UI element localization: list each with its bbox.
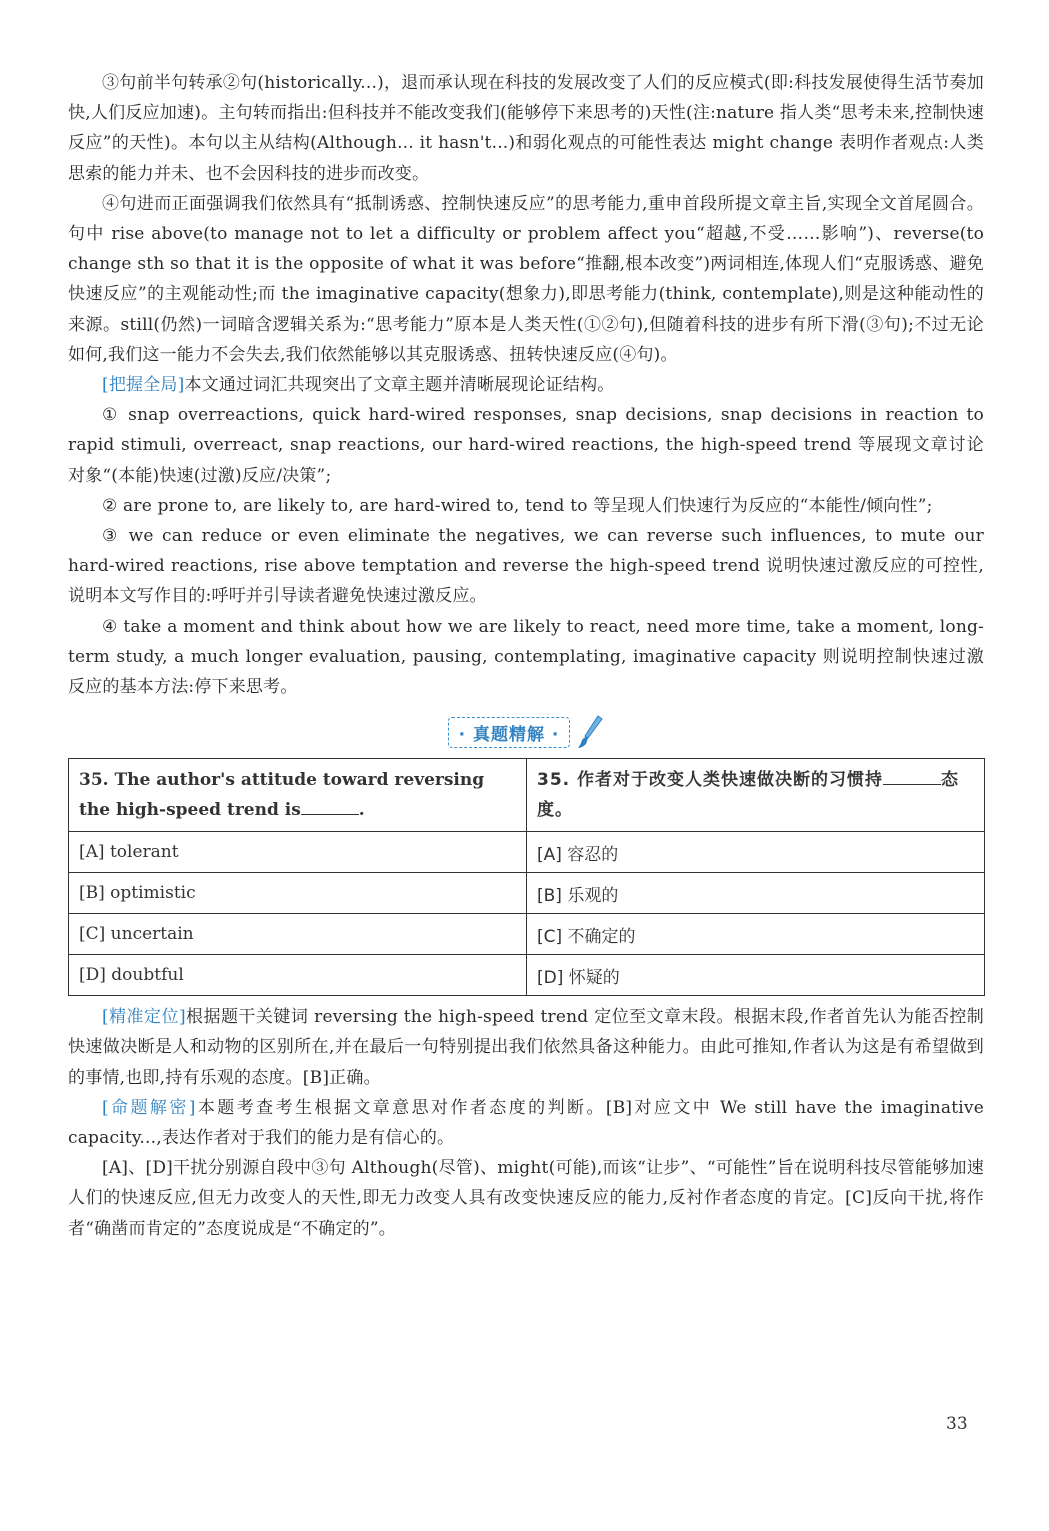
page-content bbox=[68, 68, 984, 1244]
option-en: [D] doubtful bbox=[69, 955, 527, 996]
option-en: [A] tolerant bbox=[69, 832, 527, 873]
option-row bbox=[69, 832, 985, 873]
grasp-item-3: ③ we can reduce or even eliminate the negatives, we can reverse such influences, to mute our hard-wired reactions, rise above temptation and reverse the high-speed trend 说明快速过激反应的可控性,说明本文写作目的:呼吁并引导读者避免快速过激反应。 bbox=[68, 526, 984, 607]
grasp-item-1: ① snap overreactions, quick hard-wired responses, snap decisions, snap decisions in reaction to rapid stimuli, overreact, snap reactions, our hard-wired reactions, the high-speed trend 等展现文章讨论对象“(本能)快速(过激)反应/决策”; bbox=[68, 405, 984, 486]
analysis-paragraph-4: ④句进而正面强调我们依然具有“抵制诱惑、控制快速反应”的思考能力,重申首段所提文章主旨,实现全文首尾圆合。句中 rise above(to manage not to let a difficulty or problem affect you“超越,不受……影响”)、reverse(to change sth so that it is the opposite of what it was before“推翻,根本改变”)两词相连,体现人们“克服诱惑、避免快速反应”的主观能动性;而 the imaginative capacity(想象力),即思考能力(think, contemplate),则是这种能动性的来源。still(仍然)一词暗含逻辑关系为:“思考能力”原本是人类天性(①②句),但随着科技的进步有所下滑(③句);不过无论如何,我们这一能力不会失去,我们依然能够以其克服诱惑、扭转快速反应(④句)。 bbox=[68, 193, 984, 365]
grasp-item-4: ④ take a moment and think about how we are likely to react, need more time, take a moment, long-term study, a much longer evaluation, pausing, contemplating, imaginative capacity 则说明控制快速过激反应的基本方法:停下来思考。 bbox=[68, 616, 984, 698]
distractor-paragraph: [A]、[D]干扰分别源自段中③句 Although(尽管)、might(可能),而该“让步”、“可能性”旨在说明科技尽管能够加速人们的快速反应,但无力改变人的天性,即无力改变人具有改变快速反应的能力,反衬作者态度的肯定。[C]反向干扰,将作者“确凿而肯定的”态度说成是“不确定的”。 bbox=[68, 1158, 984, 1239]
decode-paragraph bbox=[68, 1093, 984, 1153]
grasp-tag: [把握全局] bbox=[102, 375, 185, 396]
option-cn: [C] 不确定的 bbox=[527, 914, 985, 955]
option-row bbox=[69, 914, 985, 955]
option-cn: [D] 怀疑的 bbox=[527, 955, 985, 996]
question-stem-row bbox=[69, 759, 985, 832]
option-en: [C] uncertain bbox=[69, 914, 527, 955]
section-label-text: · 真题精解 · bbox=[448, 717, 571, 748]
page-number: 33 bbox=[946, 1414, 968, 1434]
grasp-text: 本文通过词汇共现突出了文章主题并清晰展现论证结构。 bbox=[184, 375, 615, 396]
locate-text: 根据题干关键词 reversing the high-speed trend 定位至文章末段。根据末段,作者首先认为能否控制快速做决断是人和动物的区别所在,并在最后一句特别提出我们依然具备这种能力。由此可推知,作者认为这是有希望做到的事情,也即,持有乐观的态度。[B]正确。 bbox=[68, 1007, 984, 1088]
locate-tag: [精准定位] bbox=[102, 1007, 186, 1028]
option-cn: [B] 乐观的 bbox=[527, 873, 985, 914]
decode-tag: [命题解密] bbox=[102, 1097, 196, 1118]
answer-blank bbox=[301, 798, 359, 815]
question-stem-en: 35. The author's attitude toward reversing the high-speed trend is . bbox=[69, 759, 527, 832]
analysis-paragraph-3: ③句前半句转承②句(historically...)，退而承认现在科技的发展改变了人们的反应模式(即:科技发展使得生活节奏加快,人们反应加速)。主句转而指出:但科技并不能改变我们(能够停下来思考的)天性(注:nature 指人类“思考未来,控制快速反应”的天性)。本句以主从结构(Although... it hasn't...)和弱化观点的可能性表达 might change 表明作者观点:人类思索的能力并未、也不会因科技的进步而改变。 bbox=[68, 73, 984, 184]
question-stem-cn: 35. 作者对于改变人类快速做决断的习惯持 态度。 bbox=[527, 759, 985, 832]
option-row bbox=[69, 955, 985, 996]
locate-paragraph bbox=[68, 1002, 984, 1093]
brush-icon bbox=[576, 714, 604, 750]
decode-text: 本题考查考生根据文章意思对作者态度的判断。[B]对应文中 We still have the imaginative capacity...,表达作者对于我们的能力是有信心的。 bbox=[68, 1097, 984, 1149]
option-en: [B] optimistic bbox=[69, 873, 527, 914]
option-cn: [A] 容忍的 bbox=[527, 832, 985, 873]
section-label bbox=[68, 714, 984, 750]
grasp-overview bbox=[68, 370, 984, 400]
grasp-item-2: ② are prone to, are likely to, are hard-wired to, tend to 等呈现人们快速行为反应的“本能性/倾向性”; bbox=[102, 495, 933, 516]
answer-blank-cn bbox=[883, 768, 941, 785]
option-row bbox=[69, 873, 985, 914]
question-table bbox=[68, 758, 985, 996]
